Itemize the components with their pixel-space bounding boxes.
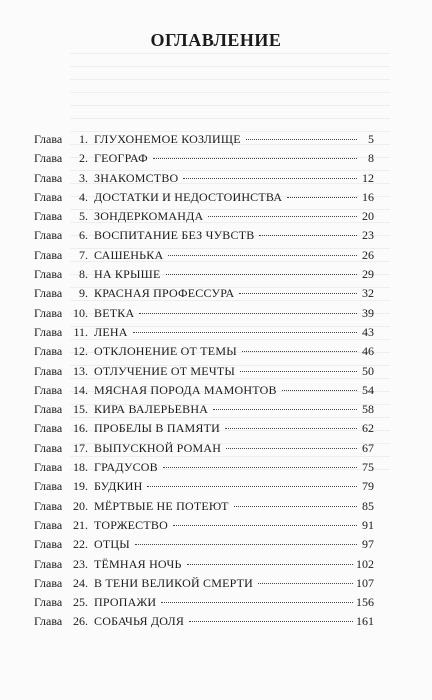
- chapter-number: 4.: [79, 189, 88, 204]
- toc-entry: [34, 516, 374, 535]
- chapter-number: 6.: [79, 228, 88, 243]
- chapter-page-number: 26: [362, 247, 374, 262]
- toc-entry: [34, 130, 374, 149]
- chapter-number: 20.: [73, 498, 88, 513]
- chapter-page-number: 156: [356, 595, 374, 610]
- chapter-label: Глава: [34, 132, 63, 146]
- dot-leader: [161, 602, 353, 603]
- toc-entry: [34, 574, 374, 593]
- chapter-title: КИРА ВАЛЕРЬЕВНА: [94, 402, 209, 417]
- chapter-label: Глава: [34, 517, 63, 532]
- dot-leader: [258, 583, 353, 584]
- chapter-title: ТОРЖЕСТВО: [94, 517, 168, 532]
- toc-entry: [34, 400, 374, 419]
- chapter-title: МЯСНАЯ ПОРОДА МАМОНТОВ: [94, 382, 277, 397]
- chapter-title: ПРОБЕЛЫ В ПАМЯТИ: [94, 421, 221, 436]
- toc-entry: [34, 458, 374, 477]
- dot-leader: [173, 525, 357, 526]
- chapter-label: Глава: [34, 267, 63, 282]
- chapter-page-number: 97: [362, 537, 374, 552]
- chapter-page-number: 8: [368, 151, 374, 166]
- dot-leader: [183, 178, 357, 179]
- chapter-label: Глава: [34, 170, 63, 185]
- chapter-title: ОТКЛОНЕНИЕ ОТ ТЕМЫ: [94, 344, 237, 359]
- toc-entry: [34, 593, 374, 612]
- chapter-label: Глава: [34, 421, 63, 436]
- toc-entry: [34, 207, 374, 226]
- toc-entry: [34, 439, 374, 458]
- chapter-page-number: 32: [362, 286, 374, 301]
- toc-entry: [34, 497, 374, 516]
- chapter-number: 10.: [73, 305, 88, 320]
- dot-leader: [133, 332, 357, 333]
- chapter-title: ГЛУХОНЕМОЕ КОЗЛИЩЕ: [94, 132, 241, 146]
- dot-leader: [147, 486, 357, 487]
- chapter-label: Глава: [34, 247, 63, 262]
- toc-entry: [34, 612, 374, 631]
- chapter-title: ВЕТКА: [94, 305, 135, 320]
- toc-entry: [34, 477, 374, 496]
- toc-entry: [34, 535, 374, 554]
- dot-leader: [163, 467, 357, 468]
- dot-leader: [208, 216, 357, 217]
- dot-leader: [187, 564, 353, 565]
- chapter-page-number: 5: [368, 132, 374, 146]
- chapter-number: 13.: [73, 363, 88, 378]
- chapter-page-number: 75: [362, 460, 374, 475]
- chapter-number: 9.: [79, 286, 88, 301]
- chapter-title: ТЁМНАЯ НОЧЬ: [94, 556, 182, 571]
- chapter-label: Глава: [34, 286, 63, 301]
- toc-entry: [34, 555, 374, 574]
- chapter-title: САШЕНЬКА: [94, 247, 164, 262]
- chapter-label: Глава: [34, 595, 63, 610]
- dot-leader: [282, 390, 357, 391]
- dot-leader: [139, 313, 357, 314]
- chapter-title: СОБАЧЬЯ ДОЛЯ: [94, 614, 185, 629]
- chapter-number: 1.: [79, 132, 88, 146]
- chapter-label: Глава: [34, 556, 63, 571]
- chapter-page-number: 62: [362, 421, 374, 436]
- dot-leader: [135, 544, 357, 545]
- toc-entry: [34, 284, 374, 303]
- chapter-label: Глава: [34, 575, 63, 590]
- chapter-page-number: 39: [362, 305, 374, 320]
- toc-entry: [34, 342, 374, 361]
- chapter-number: 14.: [73, 382, 88, 397]
- chapter-number: 12.: [73, 344, 88, 359]
- dot-leader: [234, 506, 357, 507]
- chapter-number: 2.: [79, 151, 88, 166]
- toc-entry: [34, 381, 374, 400]
- dot-leader: [225, 428, 357, 429]
- chapter-label: Глава: [34, 382, 63, 397]
- chapter-label: Глава: [34, 402, 63, 417]
- chapter-page-number: 91: [362, 517, 374, 532]
- table-of-contents: [34, 130, 374, 632]
- chapter-label: Глава: [34, 344, 63, 359]
- chapter-number: 16.: [73, 421, 88, 436]
- chapter-page-number: 20: [362, 209, 374, 224]
- chapter-number: 5.: [79, 209, 88, 224]
- chapter-title: ЗНАКОМСТВО: [94, 170, 179, 185]
- toc-entry: [34, 169, 374, 188]
- chapter-number: 25.: [73, 595, 88, 610]
- toc-entry: [34, 265, 374, 284]
- dot-leader: [213, 409, 357, 410]
- chapter-title: ВЫПУСКНОЙ РОМАН: [94, 440, 222, 455]
- chapter-number: 22.: [73, 537, 88, 552]
- chapter-number: 7.: [79, 247, 88, 262]
- chapter-title: ГРАДУСОВ: [94, 460, 158, 475]
- chapter-number: 26.: [73, 614, 88, 629]
- toc-entry: [34, 226, 374, 245]
- chapter-title: ГЕОГРАФ: [94, 151, 148, 166]
- chapter-page-number: 16: [362, 189, 374, 204]
- chapter-title: НА КРЫШЕ: [94, 267, 161, 282]
- dot-leader: [287, 197, 357, 198]
- chapter-page-number: 102: [356, 556, 374, 571]
- chapter-title: ОТЦЫ: [94, 537, 130, 552]
- toc-entry: [34, 419, 374, 438]
- chapter-page-number: 23: [362, 228, 374, 243]
- dot-leader: [259, 235, 357, 236]
- chapter-label: Глава: [34, 614, 63, 629]
- dot-leader: [242, 351, 357, 352]
- dot-leader: [226, 448, 357, 449]
- chapter-number: 24.: [73, 575, 88, 590]
- chapter-page-number: 58: [362, 402, 374, 417]
- dot-leader: [246, 139, 357, 140]
- chapter-label: Глава: [34, 537, 63, 552]
- chapter-page-number: 50: [362, 363, 374, 378]
- dot-leader: [153, 158, 357, 159]
- chapter-title: ОТЛУЧЕНИЕ ОТ МЕЧТЫ: [94, 363, 236, 378]
- chapter-label: Глава: [34, 498, 63, 513]
- dot-leader: [166, 274, 357, 275]
- chapter-page-number: 12: [362, 170, 374, 185]
- chapter-page-number: 79: [362, 479, 374, 494]
- dot-leader: [168, 255, 357, 256]
- chapter-number: 21.: [73, 517, 88, 532]
- chapter-label: Глава: [34, 479, 63, 494]
- chapter-number: 19.: [73, 479, 88, 494]
- chapter-label: Глава: [34, 440, 63, 455]
- chapter-title: КРАСНАЯ ПРОФЕССУРА: [94, 286, 235, 301]
- toc-entry: [34, 246, 374, 265]
- chapter-page-number: 107: [356, 575, 374, 590]
- chapter-title: МЁРТВЫЕ НЕ ПОТЕЮТ: [94, 498, 229, 513]
- chapter-page-number: 46: [362, 344, 374, 359]
- chapter-label: Глава: [34, 189, 63, 204]
- toc-entry: [34, 362, 374, 381]
- toc-entry: [34, 323, 374, 342]
- chapter-page-number: 54: [362, 382, 374, 397]
- chapter-page-number: 43: [362, 324, 374, 339]
- chapter-label: Глава: [34, 228, 63, 243]
- chapter-number: 11.: [73, 324, 88, 339]
- dot-leader: [189, 621, 353, 622]
- chapter-title: В ТЕНИ ВЕЛИКОЙ СМЕРТИ: [94, 575, 254, 590]
- chapter-label: Глава: [34, 324, 63, 339]
- chapter-label: Глава: [34, 460, 63, 475]
- chapter-number: 17.: [73, 440, 88, 455]
- chapter-number: 3.: [79, 170, 88, 185]
- chapter-number: 23.: [73, 556, 88, 571]
- chapter-title: ВОСПИТАНИЕ БЕЗ ЧУВСТВ: [94, 228, 255, 243]
- chapter-page-number: 85: [362, 498, 374, 513]
- chapter-label: Глава: [34, 151, 63, 166]
- chapter-title: БУДКИН: [94, 479, 143, 494]
- toc-entry: [34, 188, 374, 207]
- chapter-title: ЛЕНА: [94, 324, 128, 339]
- chapter-title: ПРОПАЖИ: [94, 595, 157, 610]
- chapter-number: 8.: [79, 267, 88, 282]
- page-title: ОГЛАВЛЕНИЕ: [150, 30, 282, 50]
- chapter-number: 15.: [73, 402, 88, 417]
- dot-leader: [240, 371, 357, 372]
- dot-leader: [239, 293, 357, 294]
- chapter-label: Глава: [34, 209, 63, 224]
- chapter-page-number: 29: [362, 267, 374, 282]
- toc-entry: [34, 304, 374, 323]
- toc-entry: [34, 149, 374, 168]
- chapter-page-number: 161: [356, 614, 374, 629]
- chapter-title: ЗОНДЕРКОМАНДА: [94, 209, 204, 224]
- chapter-label: Глава: [34, 363, 63, 378]
- chapter-label: Глава: [34, 305, 63, 320]
- chapter-page-number: 67: [362, 440, 374, 455]
- chapter-number: 18.: [73, 460, 88, 475]
- chapter-title: ДОСТАТКИ И НЕДОСТОИНСТВА: [94, 189, 283, 204]
